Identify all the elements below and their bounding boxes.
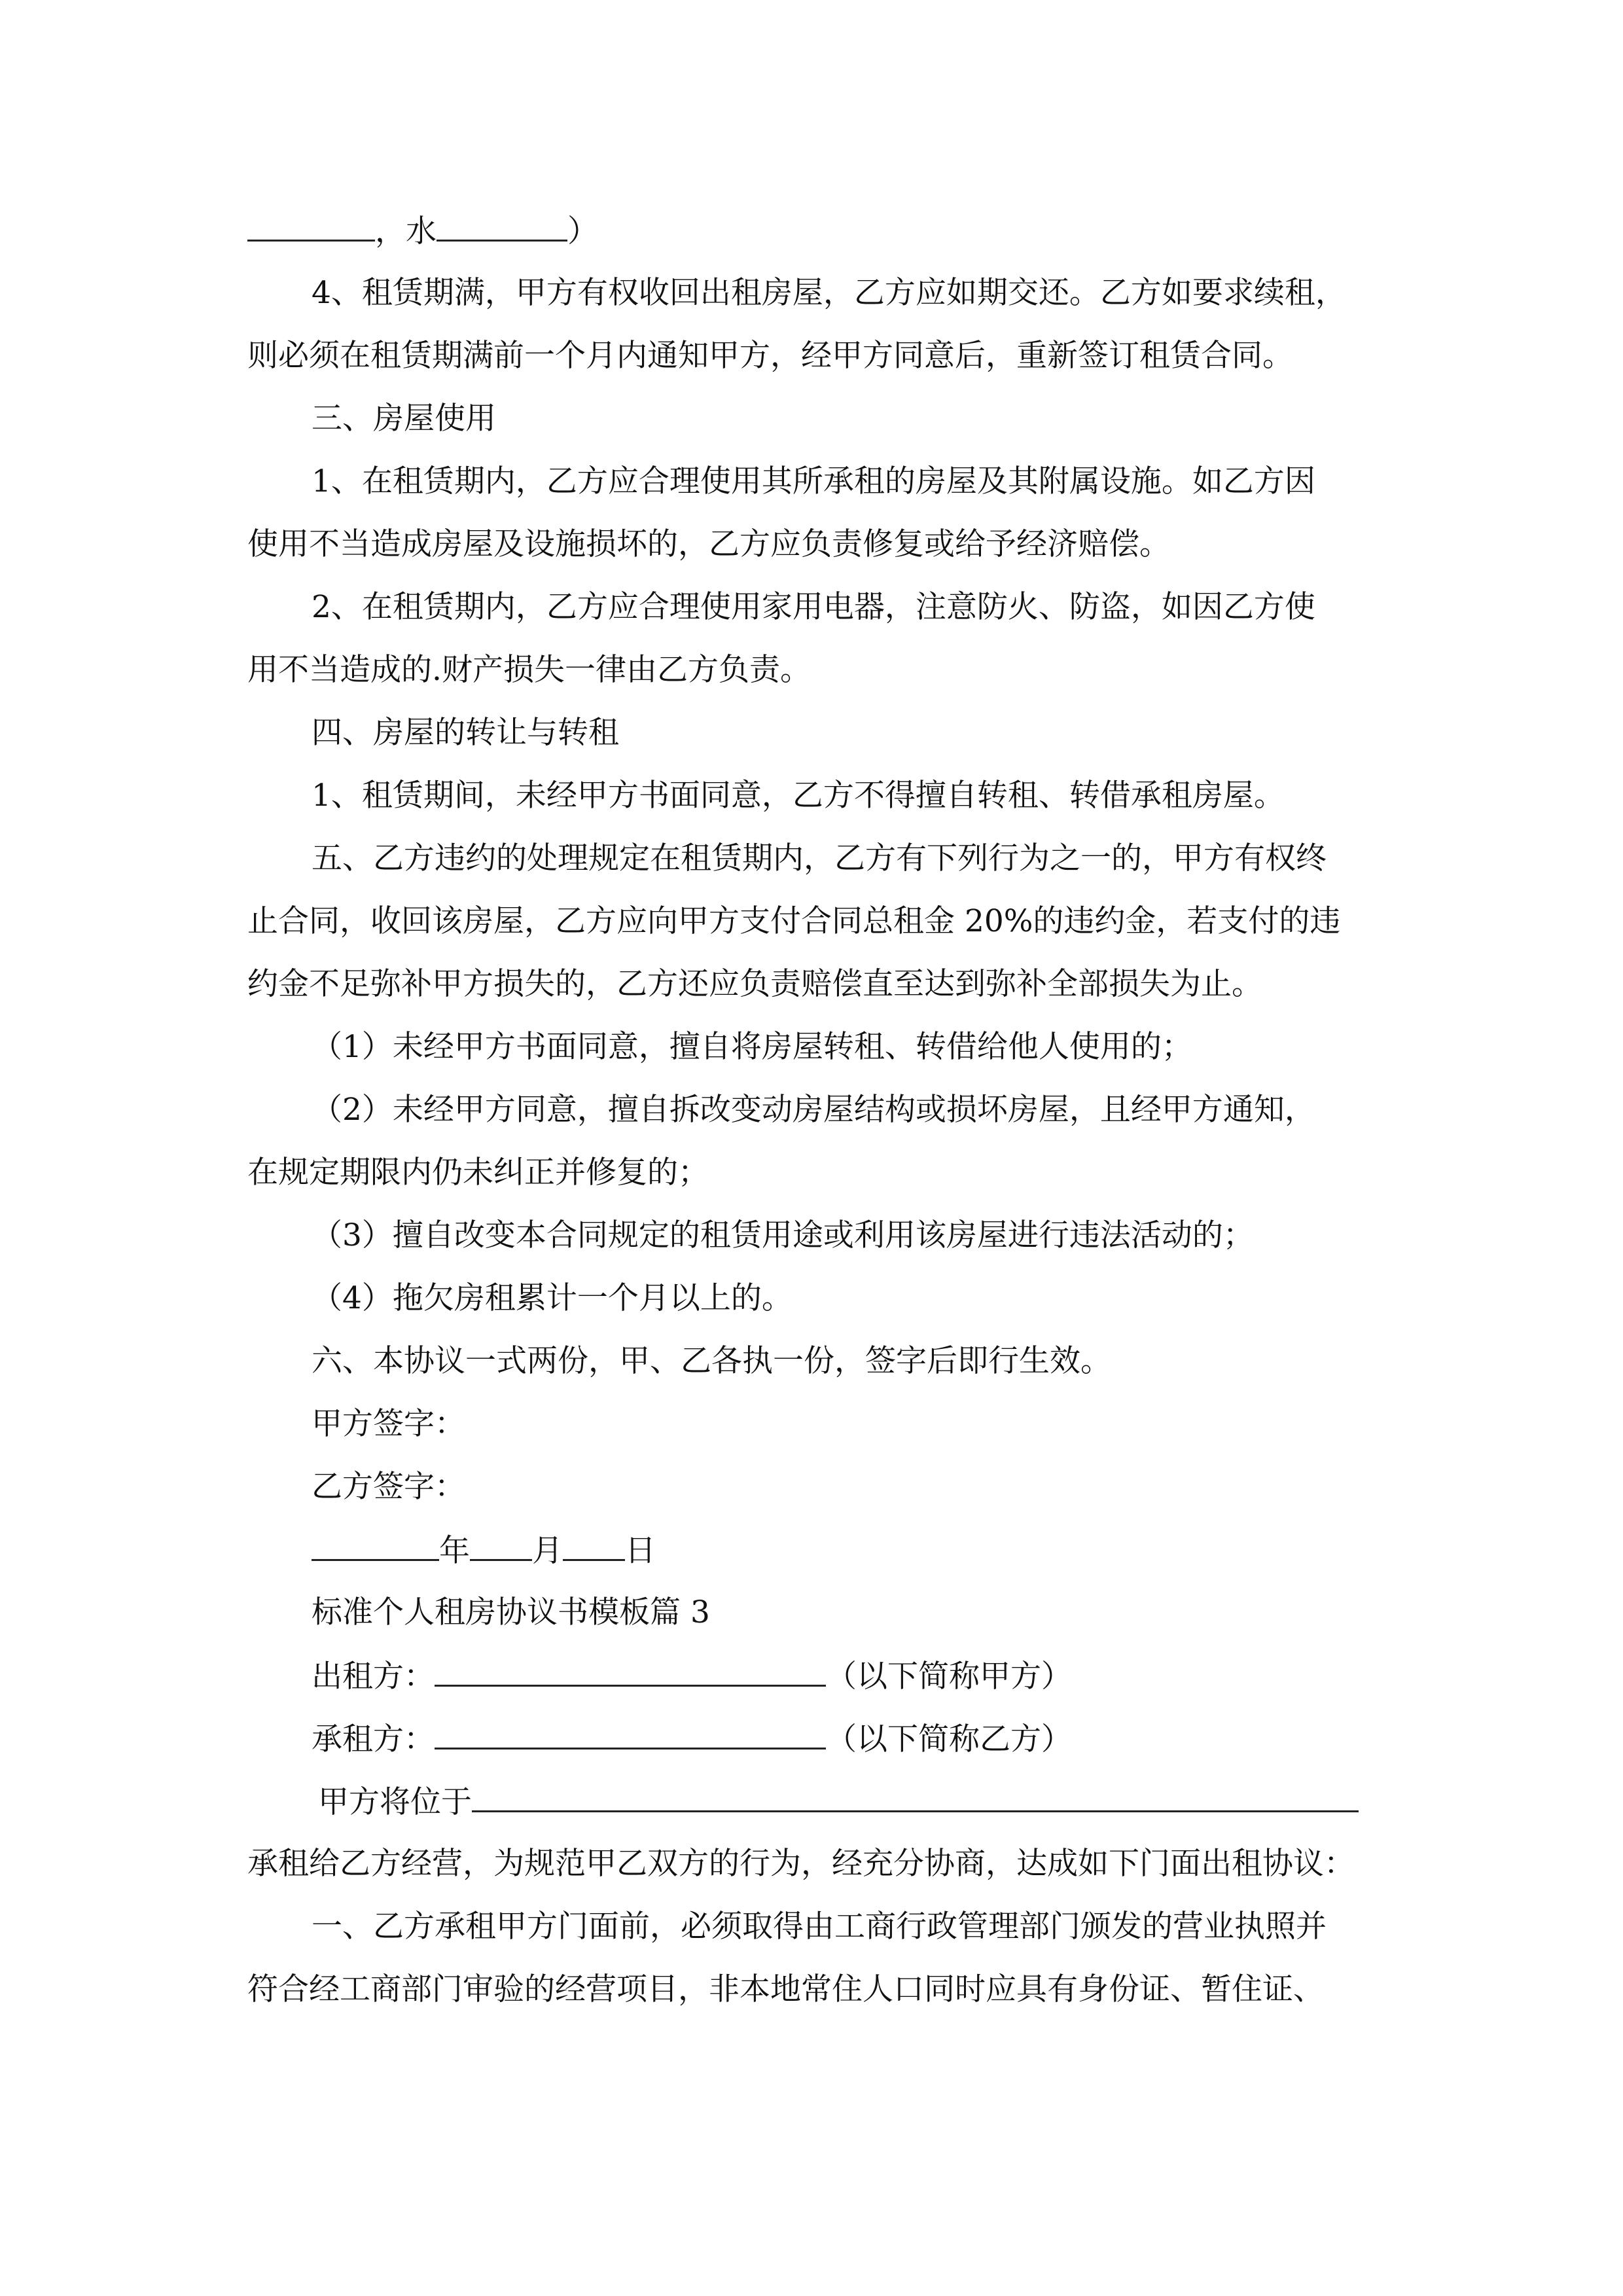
paragraph-line: 一、乙方承租甲方门面前，必须取得由工商行政管理部门颁发的营业执照并 — [312, 1909, 1327, 1945]
date-line — [312, 1530, 656, 1570]
template-title: 标准个人租房协议书模板篇 3 — [312, 1594, 710, 1630]
blank-underline — [437, 211, 567, 242]
blank-underline — [435, 1656, 826, 1687]
blank-underline — [470, 1530, 532, 1561]
water-label: ，水 — [375, 213, 437, 249]
blank-underline — [472, 1782, 1359, 1812]
section-heading: 四、房屋的转让与转租 — [312, 715, 619, 751]
blank-underline — [247, 211, 375, 242]
paragraph-line: 使用不当造成房屋及设施损坏的，乙方应负责修复或给予经济赔偿。 — [247, 526, 1170, 562]
day-label: 日 — [625, 1533, 656, 1569]
paragraph-line: 1、租赁期间，未经甲方书面同意，乙方不得擅自转租、转借承租房屋。 — [312, 778, 1285, 814]
paragraph-line: 用不当造成的.财产损失一律由乙方负责。 — [247, 652, 811, 688]
list-item: （1）未经甲方书面同意，擅自将房屋转租、转借给他人使用的； — [312, 1029, 1192, 1065]
lessor-line — [312, 1656, 1072, 1695]
lessor-label: 出租方： — [312, 1659, 435, 1695]
blank-underline — [435, 1719, 826, 1749]
paragraph-line: 止合同，收回该房屋，乙方应向甲方支付合同总租金 20%的违约金，若支付的违 — [247, 903, 1341, 939]
location-line — [318, 1782, 1359, 1821]
paragraph-line: 则必须在租赁期满前一个月内通知甲方，经甲方同意后，重新签订租赁合同。 — [247, 338, 1293, 374]
blank-underline — [563, 1530, 625, 1561]
lessee-label: 承租方： — [312, 1721, 435, 1757]
list-item: （4）拖欠房租累计一个月以上的。 — [312, 1280, 793, 1316]
paragraph-line: 约金不足弥补甲方损失的，乙方还应负责赔偿直至达到弥补全部损失为止。 — [247, 966, 1262, 1002]
paragraph-line: 六、本协议一式两份，甲、乙各执一份，签字后即行生效。 — [312, 1343, 1111, 1379]
close-paren: ） — [567, 213, 598, 249]
paragraph-line: 在规定期限内仍未纠正并修复的； — [247, 1155, 709, 1191]
paragraph-line: 2、在租赁期内，乙方应合理使用家用电器，注意防火、防盗，如因乙方使 — [312, 589, 1315, 625]
blank-underline — [312, 1530, 439, 1561]
paragraph-line: 符合经工商部门审验的经营项目，非本地常住人口同时应具有身份证、暂住证、 — [247, 1971, 1324, 2007]
party-a-signature: 甲方签字： — [312, 1406, 465, 1442]
list-item: （2）未经甲方同意，擅自拆改变动房屋结构或损坏房屋，且经甲方通知， — [312, 1092, 1315, 1128]
list-item: （3）擅自改变本合同规定的租赁用途或利用该房屋进行违法活动的； — [312, 1217, 1254, 1253]
paragraph-line: 1、在租赁期内，乙方应合理使用其所承租的房屋及其附属设施。如乙方因 — [312, 463, 1315, 499]
month-label: 月 — [532, 1533, 563, 1569]
lessor-note: （以下简称甲方） — [826, 1659, 1072, 1695]
section-heading: 三、房屋使用 — [312, 401, 496, 437]
year-label: 年 — [439, 1533, 470, 1569]
party-b-signature: 乙方签字： — [312, 1469, 465, 1505]
location-label: 甲方将位于 — [318, 1784, 472, 1820]
paragraph-line: 承租给乙方经营，为规范甲乙双方的行为，经充分协商，达成如下门面出租协议： — [247, 1846, 1355, 1882]
lessee-note: （以下简称乙方） — [826, 1721, 1072, 1757]
paragraph-line: 4、租赁期满，甲方有权收回出租房屋，乙方应如期交还。乙方如要求续租， — [312, 275, 1346, 311]
lessee-line — [312, 1719, 1072, 1758]
paragraph-line: 五、乙方违约的处理规定在租赁期内，乙方有下列行为之一的，甲方有权终 — [312, 840, 1327, 876]
utilities-blank-line — [247, 211, 598, 250]
